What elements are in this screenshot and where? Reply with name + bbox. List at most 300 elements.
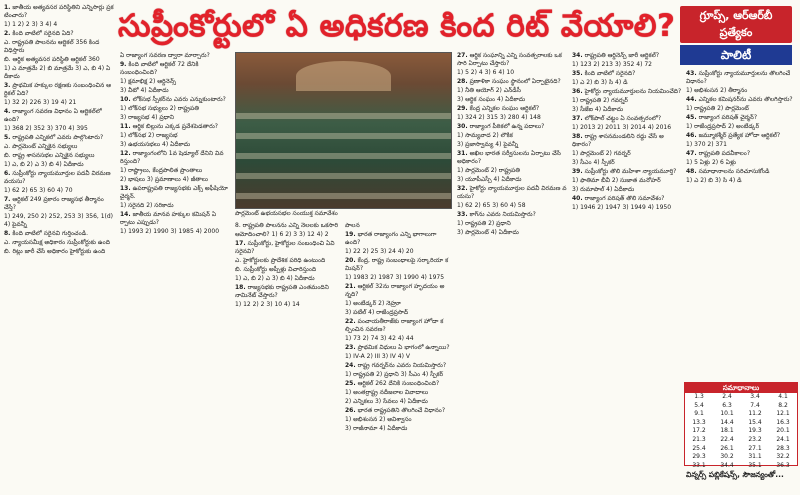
question-text: 1) 249, 250 2) 252, 253 3) 356, 1(d) 4) పైవన్నీ bbox=[4, 213, 114, 228]
question-line bbox=[4, 4, 114, 20]
question-text: 1) రాష్ట్రాలు, కేంద్రపాలిత ప్రాంతాలు bbox=[120, 167, 203, 174]
question-text: 1) లోక్‌సభ సభ్యులు 2) రాష్ట్రపతి bbox=[120, 105, 199, 112]
question-line bbox=[345, 309, 450, 317]
question-number: 19. bbox=[345, 231, 356, 238]
question-number: 26. bbox=[345, 407, 356, 414]
question-line bbox=[120, 176, 230, 184]
question-line bbox=[457, 132, 567, 140]
question-line bbox=[457, 220, 567, 228]
question-line bbox=[235, 257, 340, 265]
answer-cell: 14.4 bbox=[720, 418, 734, 426]
question-line bbox=[572, 177, 682, 185]
answer-cell: 24.1 bbox=[776, 435, 790, 443]
question-text: రాజ్యాంగ సవరణ విధానం ఏ ఆర్టికల్‌లో ఉంది? bbox=[4, 108, 102, 123]
question-line bbox=[572, 61, 682, 69]
question-line bbox=[120, 114, 230, 122]
question-line bbox=[120, 87, 230, 95]
answer-row bbox=[685, 393, 797, 402]
question-line bbox=[345, 283, 450, 299]
question-line bbox=[686, 132, 798, 140]
question-line bbox=[4, 125, 114, 133]
question-line bbox=[235, 275, 340, 283]
question-line bbox=[235, 222, 340, 230]
question-text: రాష్ట్రపతి పదవీకాలం? bbox=[698, 150, 751, 157]
question-number: 4. bbox=[4, 108, 11, 115]
question-text: జమ్మూకశ్మీర్ ప్రత్యేక హోదా ఆర్టికల్? bbox=[698, 132, 781, 139]
question-line bbox=[120, 202, 230, 210]
question-line bbox=[4, 213, 114, 229]
question-number: 11. bbox=[120, 123, 131, 130]
question-line bbox=[4, 152, 114, 160]
question-text: హైకోర్టు న్యాయమూర్తుల పదవీ విరమణ వయసు? bbox=[457, 185, 567, 200]
question-text: ప్రాథమిక హక్కుల రక్షణకు సంబంధించిన ఆర్టికల్ ఏది? bbox=[4, 82, 111, 97]
question-line bbox=[457, 141, 567, 149]
question-line bbox=[4, 230, 114, 238]
question-text: 1) 73 2) 74 3) 42 4) 44 bbox=[345, 335, 414, 342]
question-text: ఆర్టికల్ 262 దేనికి సంబంధించింది? bbox=[357, 380, 440, 387]
question-number: 7. bbox=[4, 196, 11, 203]
question-line bbox=[572, 97, 682, 105]
answer-cell: 16.3 bbox=[776, 418, 790, 426]
question-text: రాష్ట్రపతి ఆర్డినెన్స్‌ జారీ ఆర్టికల్? bbox=[584, 52, 660, 59]
question-line bbox=[4, 21, 114, 29]
question-text: 3) ఉభయసభలు 4) ఏదీకాదు bbox=[120, 141, 191, 148]
question-number: 5. bbox=[4, 134, 11, 141]
question-line bbox=[345, 425, 450, 433]
answer-cell: 8.2 bbox=[778, 401, 788, 409]
question-line bbox=[4, 170, 114, 186]
question-text: కేంద్ర, రాష్ట్ర సంబంధాలపై సర్కారియా కమిషన్? bbox=[345, 257, 449, 272]
question-number: 37. bbox=[572, 115, 583, 122]
answer-cell: 20.1 bbox=[776, 427, 790, 435]
question-text: జాతీయ మానవ హక్కుల కమిషన్ ఏర్పాటు ఎప్పుడు? bbox=[120, 211, 217, 226]
question-line bbox=[457, 167, 567, 175]
column-4 bbox=[457, 52, 567, 492]
question-text: కేంద్ర ఎన్నికల సంఘం ఆర్టికల్? bbox=[469, 105, 540, 112]
question-text: కాగ్‌ను ఎవరు నియమిస్తారు? bbox=[469, 211, 536, 218]
question-text: కింది వాటిలో సరైనవి గుర్తించండి. bbox=[12, 230, 88, 237]
question-text: సుప్రీంకోర్టు తొలి మహిళా న్యాయమూర్తి? bbox=[584, 168, 677, 175]
question-text: 1) 368 2) 352 3) 370 4) 395 bbox=[4, 125, 88, 132]
answer-cell: 33.1 bbox=[692, 461, 706, 469]
question-line bbox=[572, 186, 682, 194]
question-number: 21. bbox=[345, 283, 356, 290]
question-text: 1) రాష్ట్రపతి 2) గవర్నర్ bbox=[572, 97, 628, 104]
badge-line1: గ్రూప్స్, ఆర్‌ఆర్‌బీ bbox=[699, 9, 773, 22]
question-text: 2) ఎన్నికలు 3) సేవలు 4) ఏదీకాదు bbox=[345, 398, 428, 405]
question-line bbox=[345, 257, 450, 273]
answer-cell: 9.1 bbox=[694, 410, 704, 418]
question-line bbox=[457, 114, 567, 122]
answer-cell: 26.1 bbox=[720, 444, 734, 452]
question-text: 1) పార్లమెంట్ 2) గవర్నర్ bbox=[572, 150, 631, 157]
answer-cell: 10.1 bbox=[720, 410, 734, 418]
question-line bbox=[120, 167, 230, 175]
column-3 bbox=[235, 222, 340, 492]
question-text: 8. రాష్ట్రపతి పాలనను ఎన్ని నెలలకు ఒకసారి bbox=[235, 222, 339, 229]
question-text: హైకోర్టు న్యాయమూర్తులను నియమించేది? bbox=[584, 88, 682, 95]
question-number: 12. bbox=[120, 150, 131, 157]
question-text: 1) అభిశంసన 2) తీర్మానం bbox=[686, 87, 748, 94]
answer-cell: 30.2 bbox=[720, 453, 734, 461]
question-text: సుప్రీంకోర్టు న్యాయమూర్తులను తొలగించే విధానం? bbox=[686, 70, 791, 85]
answer-cell: 3.4 bbox=[750, 393, 760, 400]
question-line bbox=[4, 65, 114, 81]
question-text: 1) 1 2) 2 3) 3 4) 4 bbox=[4, 21, 58, 28]
answer-row bbox=[685, 436, 797, 445]
question-line bbox=[457, 69, 567, 77]
question-text: జాతీయ అత్యవసర పరిస్థితిని ఎన్నిసార్లు ప్రకటించారు? bbox=[4, 4, 114, 19]
question-text: 1) ఎ మాత్రమే 2) బి మాత్రమే 3) ఎ, బి 4) ఏదీకాదు bbox=[4, 65, 111, 80]
section-label: పాలిటీ bbox=[680, 45, 792, 65]
question-text: పంచాయతీరాజ్‌కు రాజ్యాంగ హోదా కల్పించిన సవరణ? bbox=[345, 318, 444, 333]
question-line bbox=[120, 96, 230, 104]
question-number: 33. bbox=[457, 211, 468, 218]
question-text: 3) సీజేఐ 4) ఏదీకాదు bbox=[572, 106, 624, 113]
question-text: 3) పార్లమెంట్ 4) ఏదీకాదు bbox=[457, 229, 519, 236]
answer-cell: 15.4 bbox=[748, 418, 762, 426]
question-line bbox=[457, 185, 567, 201]
answer-cell: 23.2 bbox=[748, 435, 762, 443]
question-line bbox=[686, 159, 798, 167]
answer-row bbox=[685, 453, 797, 462]
question-line bbox=[572, 195, 682, 203]
question-line bbox=[345, 371, 450, 379]
question-text: 3) ప్రజాస్వామ్య 4) పైవన్నీ bbox=[457, 141, 519, 148]
question-line bbox=[4, 108, 114, 124]
question-line bbox=[572, 133, 682, 149]
question-number: 29. bbox=[457, 105, 468, 112]
question-number: 30. bbox=[457, 123, 468, 130]
question-text: సుప్రీంకోర్టు న్యాయమూర్తుల పదవీ విరమణ వయసు? bbox=[4, 170, 111, 185]
question-line bbox=[4, 143, 114, 151]
question-text: రాజ్యాంగ పరిషత్ చైర్మన్? bbox=[698, 114, 758, 121]
column-2 bbox=[120, 52, 230, 492]
question-text: బి. ఆర్థిక అత్యవసర పరిస్థితి ఆర్టికల్ 360 bbox=[4, 56, 100, 63]
answer-row bbox=[685, 402, 797, 411]
question-line bbox=[4, 196, 114, 212]
answer-cell: 25.4 bbox=[692, 444, 706, 452]
question-line bbox=[120, 211, 230, 227]
answer-cell: 1.3 bbox=[694, 393, 704, 400]
question-line bbox=[345, 344, 450, 352]
question-text: పాలన bbox=[345, 222, 360, 229]
question-text: బి. రాష్ట్ర శాసనసభల ఎన్నికైన సభ్యులు bbox=[4, 152, 95, 159]
question-line bbox=[120, 228, 230, 236]
question-line bbox=[345, 222, 450, 230]
question-number: 25. bbox=[345, 380, 356, 387]
answer-cell: 27.1 bbox=[748, 444, 762, 452]
answer-cell: 19.3 bbox=[748, 427, 762, 435]
question-text: 1) 123 2) 213 3) 352 4) 72 bbox=[572, 61, 652, 68]
question-text: ఉపరాష్ట్రపతి రాజ్యసభకు ఎక్స్ అఫీషియో చైర్మన్. bbox=[120, 185, 228, 200]
photo-row bbox=[236, 153, 451, 159]
question-text: 1) రాష్ట్రపతి 2) ప్రధాని 3) సీఎం 4) స్పీకర్ bbox=[345, 371, 444, 378]
question-text: 3) వీటో 4) ఏదీకాదు bbox=[120, 87, 169, 94]
badge-line2: ప్రత్యేకం bbox=[719, 26, 753, 39]
answer-cell: 6.3 bbox=[722, 401, 732, 409]
question-line bbox=[686, 168, 798, 176]
question-text: లోక్‌పాల్ చట్టం ఏ సంవత్సరంలో? bbox=[584, 115, 662, 122]
answer-cell: 13.3 bbox=[692, 418, 706, 426]
question-text: 1) అంతర్రాష్ట్ర నదీజలాల వివాదాలు bbox=[345, 389, 429, 396]
question-line bbox=[345, 318, 450, 334]
question-number: 23. bbox=[345, 344, 356, 351]
question-text: 1) సామ్యవాద 2) లౌకిక bbox=[457, 132, 513, 139]
question-text: రాజ్యాంగంలోని 1వ షెడ్యూల్‌ దేనిని వివరిస్తుంది? bbox=[120, 150, 224, 165]
question-text: 1) ఎ, బి 2) ఎ 3) బి 4) ఏదీకాదు bbox=[4, 161, 84, 168]
question-text: 1) రాజేంద్రప్రసాద్ 2) అంబేడ్కర్ bbox=[686, 123, 760, 130]
column-1 bbox=[4, 4, 114, 492]
question-line bbox=[120, 185, 230, 201]
question-text: ఆర్టికల్ 32ను రాజ్యాంగ హృదయం అన్నది? bbox=[345, 283, 445, 298]
photo-row bbox=[236, 193, 451, 199]
question-text: అఖిల భారత సర్వీసులను ఏర్పాటు చేసే అధికారం? bbox=[457, 150, 561, 165]
question-line bbox=[4, 39, 114, 55]
question-number: 46. bbox=[686, 132, 697, 139]
headline: సుప్రీంకోర్టులో ఏ అధికరణ కింద రిట్ వేయాలి? bbox=[118, 8, 676, 44]
question-number: 32. bbox=[457, 185, 468, 192]
question-line bbox=[572, 79, 682, 87]
dome-shape bbox=[296, 61, 391, 91]
question-line bbox=[120, 132, 230, 140]
question-line bbox=[4, 30, 114, 38]
question-text: రాజ్యాంగ పీఠికలో ఉన్న పదాలు? bbox=[469, 123, 545, 130]
question-number: 6. bbox=[4, 170, 11, 177]
question-number: 45. bbox=[686, 114, 697, 121]
question-text: ఏ రాజ్యాంగ సవరణ ద్వారా మార్చారు? bbox=[120, 52, 210, 59]
question-text: ఎ. న్యాయసమీక్ష అధికారం సుప్రీంకోర్టుకు ఉంది bbox=[4, 239, 110, 246]
question-text: ఆర్థిక సంఘాన్ని ఎన్ని సంవత్సరాలకు ఒకసారి ఏర్పాటు చేస్తారు? bbox=[457, 52, 562, 67]
question-line bbox=[235, 231, 340, 239]
question-text: బి. రిట్లు జారీ చేసే అధికారం హైకోర్టుకు ఉంది bbox=[4, 248, 106, 255]
question-line bbox=[345, 300, 450, 308]
question-text: 1) 22 2) 25 3) 24 4) 20 bbox=[345, 248, 414, 255]
question-line bbox=[572, 124, 682, 132]
question-number: 24. bbox=[345, 362, 356, 369]
question-text: 3) రుమాపాల్ 4) ఏదీకాదు bbox=[572, 186, 635, 193]
column-6 bbox=[686, 70, 798, 235]
question-text: 1) అభిశంసన 2) అవిశ్వాసం bbox=[345, 416, 412, 423]
question-line bbox=[345, 380, 450, 388]
answer-row bbox=[685, 445, 797, 454]
question-line bbox=[4, 82, 114, 98]
answer-cell: 2.4 bbox=[722, 393, 732, 400]
answer-cell: 29.3 bbox=[692, 453, 706, 461]
question-text: 3) ఆర్థిక సంఘం 4) ఏదీకాదు bbox=[457, 96, 526, 103]
answer-cell: 36.3 bbox=[776, 461, 790, 469]
question-line bbox=[572, 168, 682, 176]
question-text: 1) IV-A 2) III 3) IV 4) V bbox=[345, 353, 410, 360]
answer-cell: 18.1 bbox=[720, 427, 734, 435]
question-text: 3) రాజీనామా 4) ఏదీకాదు bbox=[345, 425, 408, 432]
answers-table bbox=[684, 382, 798, 469]
question-line bbox=[457, 123, 567, 131]
answer-cell: 22.4 bbox=[720, 435, 734, 443]
question-text: ఎ. హైకోర్టులకు ప్రాదేశిక పరిధి ఉంటుంది bbox=[235, 257, 326, 264]
question-number: 2. bbox=[4, 30, 11, 37]
question-number: 20. bbox=[345, 257, 356, 264]
question-number: 3. bbox=[4, 82, 11, 89]
question-text: ఆమోదించాలి? 1) 6 2) 3 3) 12 4) 2 bbox=[235, 231, 329, 238]
answer-row bbox=[685, 427, 797, 436]
question-text: 1) 1983 2) 1987 3) 1990 4) 1975 bbox=[345, 274, 445, 281]
question-text: 1) పార్లమెంట్ 2) రాష్ట్రపతి bbox=[457, 167, 520, 174]
question-number: 17. bbox=[235, 240, 246, 247]
question-line bbox=[572, 70, 682, 78]
question-number: 31. bbox=[457, 150, 468, 157]
question-line bbox=[457, 150, 567, 166]
question-line bbox=[120, 78, 230, 86]
question-text: 1) ఎ, బి 2) ఎ 3) బి 4) ఏదీకాదు bbox=[235, 275, 315, 282]
question-text: రాష్ట్ర గవర్నర్‌ను ఎవరు నియమిస్తారు? bbox=[357, 362, 446, 369]
question-text: 1) 12 2) 2 3) 10 4) 14 bbox=[235, 301, 300, 308]
question-line bbox=[572, 106, 682, 114]
question-text: 1) అంబేడ్కర్ 2) నెహ్రూ bbox=[345, 300, 401, 307]
answer-cell: 11.2 bbox=[748, 410, 762, 418]
question-text: 1) 62 2) 65 3) 60 4) 58 bbox=[457, 202, 526, 209]
question-text: 1) రాష్ట్రపతి 2) పార్లమెంట్ bbox=[686, 105, 749, 112]
question-text: 1) 1946 2) 1947 3) 1949 4) 1950 bbox=[572, 204, 672, 211]
question-line bbox=[345, 416, 450, 424]
question-line bbox=[457, 229, 567, 237]
question-text: 1) ఎ 2) బి 3) సి 4) డి bbox=[572, 79, 628, 86]
answer-cell: 35.1 bbox=[748, 461, 762, 469]
question-line bbox=[120, 150, 230, 166]
category-badge bbox=[680, 6, 792, 43]
question-number: 27. bbox=[457, 52, 468, 59]
question-text: లోక్‌సభ స్పీకర్‌ను ఎవరు ఎన్నుకుంటారు? bbox=[132, 96, 226, 103]
answer-cell: 4.1 bbox=[778, 393, 788, 400]
question-line bbox=[686, 123, 798, 131]
photo-caption: పార్లమెంట్ ఉభయసభల సంయుక్త సమావేశం bbox=[235, 210, 338, 217]
question-line bbox=[4, 134, 114, 142]
question-line bbox=[235, 266, 340, 274]
question-line bbox=[686, 105, 798, 113]
question-text: 1) నీతి ఆయోగ్ 2) ఎన్‌డీసీ bbox=[457, 87, 521, 94]
question-number: 35. bbox=[572, 70, 583, 77]
question-line bbox=[572, 52, 682, 60]
question-text: 1) 5 2) 4 3) 6 4) 10 bbox=[457, 69, 515, 76]
question-line bbox=[572, 115, 682, 123]
question-line bbox=[120, 61, 230, 77]
question-text: 1) 5 ఏళ్లు 2) 6 ఏళ్లు bbox=[686, 159, 736, 166]
question-number: 43. bbox=[686, 70, 697, 77]
question-text: భారత రాజ్యాంగం ఎన్ని భాగాలుగా ఉంది? bbox=[345, 231, 437, 246]
question-line bbox=[572, 204, 682, 212]
question-text: 1) 1993 2) 1990 3) 1985 4) 2000 bbox=[120, 228, 220, 235]
question-line bbox=[345, 353, 450, 361]
question-text: 1) 370 2) 371 bbox=[686, 141, 727, 148]
answer-row bbox=[685, 410, 797, 419]
question-text: రాజ్యసభకు రాష్ట్రపతి ఎంతమందిని నామినేట్ చేస్తారు? bbox=[235, 284, 329, 299]
question-text: ప్రణాళికా సంఘం స్థానంలో ఏర్పాటైనది? bbox=[469, 78, 561, 85]
question-line bbox=[457, 87, 567, 95]
question-line bbox=[686, 96, 798, 104]
question-line bbox=[686, 150, 798, 158]
question-line bbox=[4, 56, 114, 64]
question-number: 22. bbox=[345, 318, 356, 325]
question-text: 1) 324 2) 315 3) 280 4) 148 bbox=[457, 114, 541, 121]
question-text: రాజ్యాంగ పరిషత్ తొలి సమావేశం? bbox=[584, 195, 665, 202]
question-number: 36. bbox=[572, 88, 583, 95]
question-text: రాష్ట్రపతి ఎన్నికలో ఎవరు పాల్గొంటారు? bbox=[12, 134, 104, 141]
question-line bbox=[457, 211, 567, 219]
question-line bbox=[572, 88, 682, 96]
author-credit: విన్నర్స్ పబ్లికేషన్స్, సౌజన్యంతో... bbox=[686, 470, 784, 479]
question-text: సుప్రీంకోర్టు, హైకోర్టుల సంబంధించి ఏవి సరైనవి? bbox=[235, 240, 335, 255]
photo-row bbox=[236, 133, 451, 139]
question-line bbox=[345, 407, 450, 415]
question-text: ఎ. రాష్ట్రపతి పాలనను ఆర్టికల్ 356 కింద విధిస్తారు bbox=[4, 39, 100, 54]
question-line bbox=[457, 96, 567, 104]
answer-cell: 21.3 bbox=[692, 435, 706, 443]
answer-row bbox=[685, 419, 797, 428]
question-text: 1) సరైనది 2) సరికాదు bbox=[120, 202, 174, 209]
question-line bbox=[686, 87, 798, 95]
question-line bbox=[457, 176, 567, 184]
question-line bbox=[457, 202, 567, 210]
question-number: 34. bbox=[572, 52, 583, 59]
question-line bbox=[572, 150, 682, 158]
question-text: 1) లోక్‌సభ 2) రాజ్యసభ bbox=[120, 132, 178, 139]
question-number: 9. bbox=[120, 61, 127, 68]
question-line bbox=[4, 239, 114, 247]
question-number: 39. bbox=[572, 168, 583, 175]
question-line bbox=[120, 123, 230, 131]
question-text: 1) 62 2) 65 3) 60 4) 70 bbox=[4, 187, 73, 194]
question-text: ఆర్థిక బిల్లును ఎక్కడ ప్రవేశపెడతారు? bbox=[132, 123, 218, 130]
question-text: ఎ. పార్లమెంట్ ఎన్నికైన సభ్యులు bbox=[4, 143, 78, 150]
question-text: 1) 32 2) 226 3) 19 4) 21 bbox=[4, 99, 77, 106]
question-line bbox=[686, 177, 798, 185]
question-line bbox=[235, 284, 340, 300]
question-line bbox=[4, 99, 114, 107]
answer-cell: 34.4 bbox=[720, 461, 734, 469]
question-line bbox=[686, 70, 798, 86]
answer-cell: 32.2 bbox=[776, 453, 790, 461]
question-number: 18. bbox=[235, 284, 246, 291]
question-text: భారత రాష్ట్రపతిని తొలగించే విధానం? bbox=[357, 407, 446, 414]
question-line bbox=[345, 389, 450, 397]
question-line bbox=[4, 248, 114, 256]
question-text: 1) రాష్ట్రపతి 2) ప్రధాని bbox=[457, 220, 511, 227]
photo-row bbox=[236, 173, 451, 179]
answer-cell: 31.1 bbox=[748, 453, 762, 461]
question-line bbox=[457, 78, 567, 86]
answer-cell: 5.4 bbox=[694, 401, 704, 409]
question-number: 8. bbox=[4, 230, 11, 237]
answer-cell: 28.3 bbox=[776, 444, 790, 452]
question-text: 1) ఫాతిమా బీవీ 2) సుజాత మనోహర్ bbox=[572, 177, 661, 184]
question-line bbox=[4, 187, 114, 195]
question-text: 3) పటేల్ 4) రాజేంద్రప్రసాద్ bbox=[345, 309, 409, 316]
answer-cell: 12.1 bbox=[776, 410, 790, 418]
question-line bbox=[345, 398, 450, 406]
answers-body bbox=[685, 393, 797, 470]
column-3b bbox=[345, 222, 450, 492]
question-text: కింది వాటిలో సరైనది ఏది? bbox=[12, 30, 74, 37]
question-number: 13. bbox=[120, 185, 131, 192]
question-text: 1) 2013 2) 2011 3) 2014 4) 2016 bbox=[572, 124, 672, 131]
question-line bbox=[235, 301, 340, 309]
question-text: రాష్ట్ర శాసనమండలిని రద్దు చేసే అధికారం? bbox=[572, 133, 664, 148]
photo-row bbox=[236, 113, 451, 119]
question-text: 2) భాషలు 3) ప్రమాణాలు 4) జీతాలు bbox=[120, 176, 208, 183]
question-number: 1. bbox=[4, 4, 11, 11]
question-text: ఎన్నికల కమిషనర్‌ను ఎవరు తొలగిస్తారు? bbox=[698, 96, 793, 103]
column-7 bbox=[686, 240, 798, 380]
